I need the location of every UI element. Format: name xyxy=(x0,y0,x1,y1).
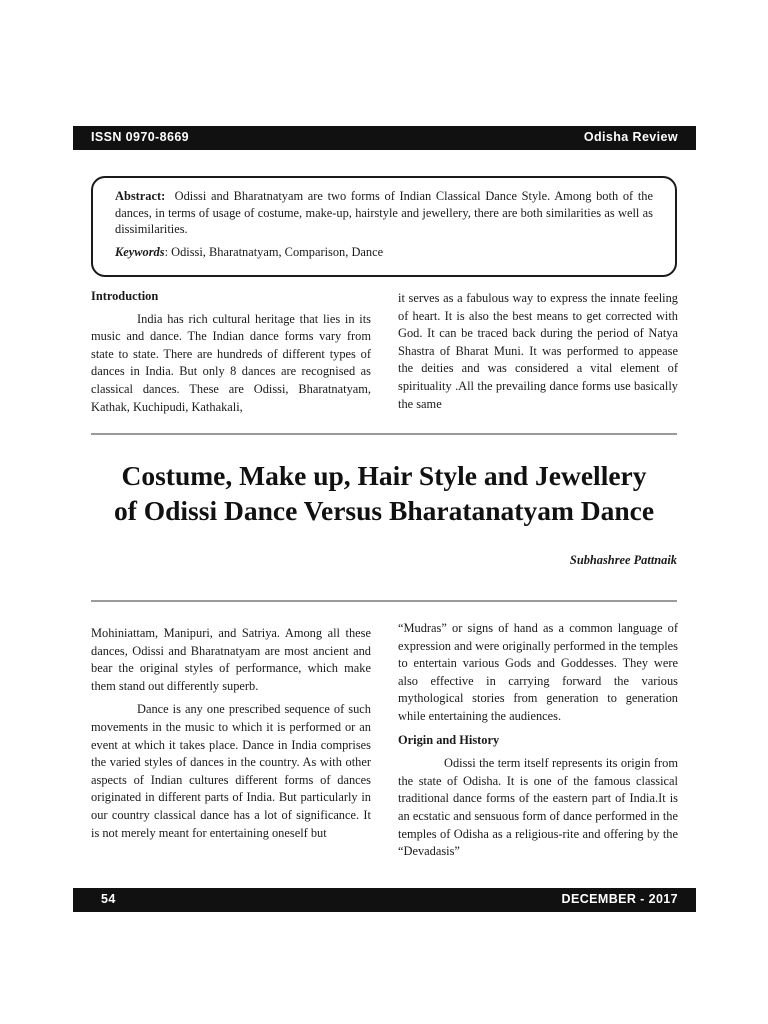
abstract-paragraph xyxy=(115,188,653,238)
page-number: 54 xyxy=(101,892,116,906)
origin-history-heading: Origin and History xyxy=(398,732,500,747)
abstract-text: Odissi and Bharatnatyam are two forms of Indian Classical Dance Style. Among both of the dances, in terms of usage of costume, make-up, hairstyle and jewellery, there are both similarities as well as dissimilarities. xyxy=(115,189,653,236)
keywords-paragraph xyxy=(115,244,653,261)
divider-top xyxy=(91,433,677,435)
article-title xyxy=(60,458,708,528)
intro-right-column xyxy=(398,290,678,413)
divider-bottom xyxy=(91,600,677,602)
header-bar xyxy=(73,126,696,150)
body-right-column xyxy=(398,620,678,861)
abstract-label: Abstract: xyxy=(115,189,166,203)
intro-left-text: India has rich cultural heritage that lies in its music and dance. The Indian dance forms vary from state to state. There are hundreds of different types of dances in India. But only 8 dances are recognised as classical dances. These are Odissi, Bharatnatyam, Kathak, Kuchipudi, Kathakali, xyxy=(91,311,371,414)
body-left-paragraph-1: Mohiniattam, Manipuri, and Satriya. Among all these dances, Odissi and Bharatnatyam are most ancient and bear the original styles of performance, which make them stand out differently superb. xyxy=(91,626,371,693)
journal-name: Odisha Review xyxy=(583,130,678,144)
body-right-paragraph-2: Odissi the term itself represents its origin from the state of Odisha. It is one of the famous classical traditional dance forms of the eastern part of India.It is an ecstatic and sensuous form of dance performed in the temples of Odisha as a religious-rite and offering by the “Devadasis” xyxy=(398,756,678,859)
keywords-label: Keywords xyxy=(115,244,165,259)
issue-date: DECEMBER - 2017 xyxy=(561,892,678,906)
intro-right-text: it serves as a fabulous way to express the innate feeling of heart. It is also the best means to get corrected with God. It can be traced back during the period of Natya Shastra of Bharat Muni. It was performed to appease the deities and was considered a vital element of spirituality .All the prevailing dance forms use basically the same xyxy=(398,291,678,411)
body-left-column xyxy=(91,625,371,842)
issn-label: ISSN 0970-8669 xyxy=(91,130,190,144)
body-right-paragraph-1: “Mudras” or signs of hand as a common language of expression and were originally performed in the temples to entertain various Gods and Goddesses. They were also effective in carrying forward the various mythological stories from generation to generation while entertaining the audiences. xyxy=(398,621,678,723)
abstract-box xyxy=(91,176,677,277)
intro-left-column xyxy=(91,288,371,416)
keywords-text: : Odissi, Bharatnatyam, Comparison, Dance xyxy=(164,244,384,259)
footer-bar xyxy=(73,888,696,912)
body-left-paragraph-2: Dance is any one prescribed sequence of such movements in the music to which it is performed or an event at which it takes place. Dance in India comprises the varied styles of dances in the country. As with other aspects of Indian cultures different forms of dances originated in different parts of India. But particularly in our country classical dance has a lot of significance. It is not merely meant for entertaining oneself but xyxy=(91,702,371,840)
intro-heading: Introduction xyxy=(91,289,159,303)
author-name: Subhashree Pattnaik xyxy=(569,553,677,567)
title-line-2: of Odissi Dance Versus Bharatanatyam Dance xyxy=(113,495,655,526)
title-line-1: Costume, Make up, Hair Style and Jewellery xyxy=(121,460,647,491)
